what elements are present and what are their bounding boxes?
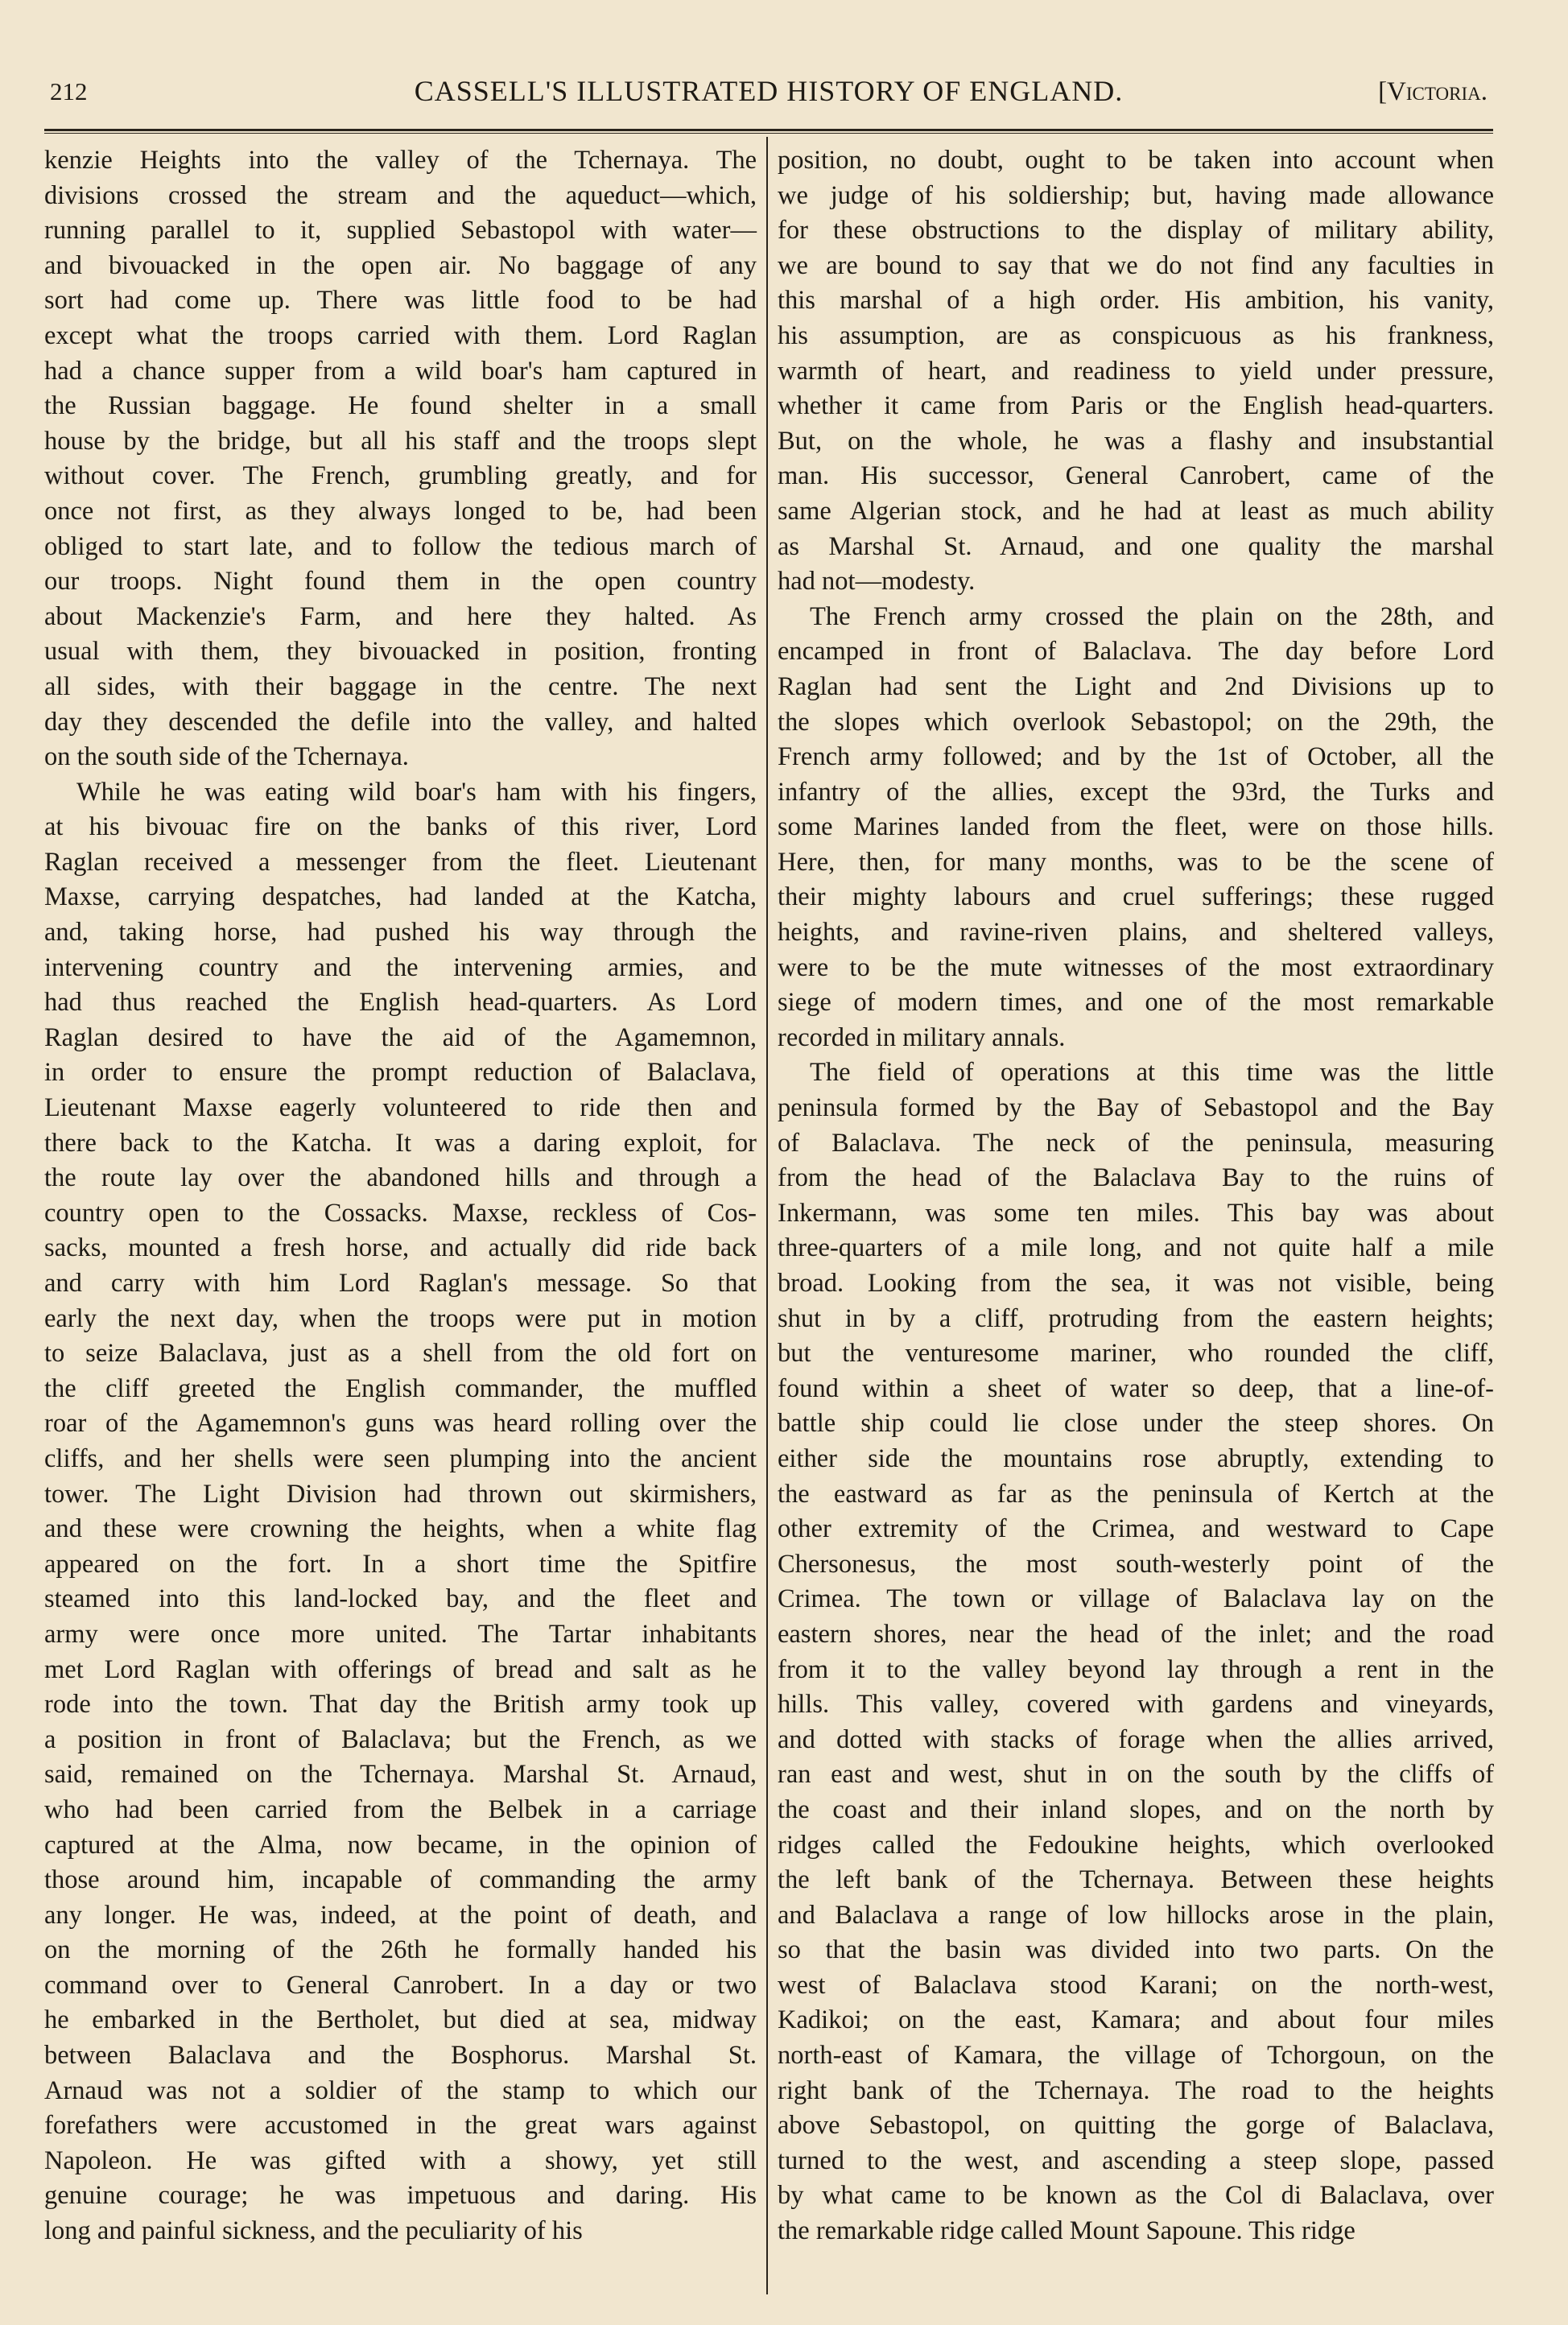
text-line: obliged to start late, and to follow the tedious march of	[44, 531, 757, 561]
text-line: had thus reached the English head-quarters. As Lord	[44, 988, 757, 1018]
paragraph	[778, 600, 1494, 1056]
text-line: But, on the whole, he was a flashy and insubstantial	[778, 426, 1494, 456]
text-line: shut in by a cliff, protruding from the eastern heights;	[778, 1303, 1494, 1333]
text-line: divisions crossed the stream and the aqueduct—which,	[44, 180, 757, 210]
text-line: but the venturesome mariner, who rounded the cliff,	[778, 1339, 1494, 1369]
text-line: for these obstructions to the display of military ability,	[778, 216, 1494, 246]
text-line: sacks, mounted a fresh horse, and actually did ride back	[44, 1233, 757, 1263]
text-line: Napoleon. He was gifted with a showy, yet still	[44, 2145, 757, 2175]
text-line: except what the troops carried with them. Lord Raglan	[44, 320, 757, 350]
text-line: Maxse, carrying despatches, had landed at the Katcha,	[44, 882, 757, 912]
text-line: same Algerian stock, and he had at least as much ability	[778, 496, 1494, 526]
text-line: from the head of the Balaclava Bay to the ruins of	[778, 1163, 1494, 1193]
text-line: on the south side of the Tchernaya.	[44, 742, 409, 772]
text-line: steamed into this land-locked bay, and the fleet and	[44, 1584, 757, 1614]
text-line: either side the mountains rose abruptly, extending to	[778, 1443, 1494, 1473]
right-column	[778, 143, 1494, 2249]
text-line: found within a sheet of water so deep, that a line-of-	[778, 1373, 1494, 1403]
text-line: three-quarters of a mile long, and not quite half a mile	[778, 1233, 1494, 1263]
text-line: Raglan had sent the Light and 2nd Divisions up to	[778, 671, 1494, 701]
text-line: command over to General Canrobert. In a day or two	[44, 1970, 757, 2000]
text-line: intervening country and the intervening armies, and	[44, 952, 757, 982]
text-line: whether it came from Paris or the English head-quarters.	[778, 391, 1494, 421]
text-line: appeared on the fort. In a short time the Spitfire	[44, 1549, 757, 1579]
text-line: Arnaud was not a soldier of the stamp to which our	[44, 2075, 757, 2105]
text-line: the remarkable ridge called Mount Sapoune. This ridge	[778, 2216, 1355, 2246]
paragraph	[44, 775, 757, 2249]
text-line: at his bivouac fire on the banks of this river, Lord	[44, 812, 757, 842]
text-line: usual with them, they bivouacked in position, fronting	[44, 637, 757, 667]
text-line: who had been carried from the Belbek in a carriage	[44, 1794, 757, 1824]
text-line: this marshal of a high order. His ambition, his vanity,	[778, 286, 1494, 316]
text-line: Here, then, for many months, was to be the scene of	[778, 847, 1494, 877]
text-line: and these were crowning the heights, when a white flag	[44, 1514, 757, 1544]
text-line: the left bank of the Tchernaya. Between these heights	[778, 1865, 1494, 1895]
text-line: about Mackenzie's Farm, and here they halted. As	[44, 601, 757, 631]
text-line: The French army crossed the plain on the 28th, and	[810, 601, 1494, 631]
text-line: Raglan received a messenger from the fleet. Lieutenant	[44, 847, 757, 877]
text-line: cliffs, and her shells were seen plumping into the ancient	[44, 1443, 757, 1473]
text-line: we are bound to say that we do not find any faculties in	[778, 250, 1494, 280]
text-line: had a chance supper from a wild boar's ham captured in	[44, 356, 757, 386]
text-line: recorded in military annals.	[778, 1022, 1066, 1052]
text-line: tower. The Light Division had thrown out skirmishers,	[44, 1479, 757, 1509]
text-line: long and painful sickness, and the peculiarity of his	[44, 2216, 583, 2246]
text-line: ran east and west, shut in on the south by the cliffs of	[778, 1760, 1494, 1790]
text-line: those around him, incapable of commanding the army	[44, 1865, 757, 1895]
text-line: the cliff greeted the English commander, the muffled	[44, 1373, 757, 1403]
text-line: Inkermann, was some ten miles. This bay was about	[778, 1198, 1494, 1228]
text-line: Raglan desired to have the aid of the Agamemnon,	[44, 1022, 757, 1052]
text-line: their mighty labours and cruel sufferings; these rugged	[778, 882, 1494, 912]
text-line: some Marines landed from the fleet, were on those hills.	[778, 812, 1494, 842]
text-line: While he was eating wild boar's ham with his fingers,	[76, 777, 757, 807]
text-line: country open to the Cossacks. Maxse, reckless of Cos-	[44, 1198, 757, 1228]
text-line: Kadikoi; on the east, Kamara; and about four miles	[778, 2005, 1494, 2035]
text-line: heights, and ravine-riven plains, and sheltered valleys,	[778, 918, 1494, 948]
text-line: of Balaclava. The neck of the peninsula, measuring	[778, 1128, 1494, 1158]
text-line: north-east of Kamara, the village of Tchorgoun, on the	[778, 2041, 1494, 2071]
text-line: we judge of his soldiership; but, having made allowance	[778, 180, 1494, 210]
text-line: rode into the town. That day the British army took up	[44, 1690, 757, 1720]
text-line: any longer. He was, indeed, at the point of death, and	[44, 1900, 757, 1930]
paragraph	[778, 143, 1494, 600]
text-line: eastern shores, near the head of the inlet; and the road	[778, 1619, 1494, 1649]
text-line: he embarked in the Bertholet, but died at sea, midway	[44, 2005, 757, 2035]
column-divider	[766, 137, 768, 2294]
text-line: house by the bridge, but all his staff and the troops slept	[44, 426, 757, 456]
text-line: warmth of heart, and readiness to yield under pressure,	[778, 356, 1494, 386]
text-line: met Lord Raglan with offerings of bread and salt as he	[44, 1654, 757, 1684]
text-line: position, no doubt, ought to be taken into account when	[778, 146, 1494, 175]
left-column	[44, 143, 757, 2249]
text-line: forefathers were accustomed in the great wars against	[44, 2111, 757, 2141]
text-line: siege of modern times, and one of the most remarkable	[778, 988, 1494, 1018]
text-line: roar of the Agamemnon's guns was heard rolling over the	[44, 1409, 757, 1439]
text-line: captured at the Alma, now became, in the opinion of	[44, 1830, 757, 1860]
text-line: between Balaclava and the Bosphorus. Marshal St.	[44, 2041, 757, 2071]
text-line: other extremity of the Crimea, and westward to Cape	[778, 1514, 1494, 1544]
reign-label: [Victoria.	[1378, 77, 1488, 106]
text-line: in order to ensure the prompt reduction of Balaclava,	[44, 1058, 757, 1088]
text-line: our troops. Night found them in the open country	[44, 567, 757, 597]
text-line: and carry with him Lord Raglan's message. So that	[44, 1269, 757, 1298]
text-line: and, taking horse, had pushed his way through the	[44, 918, 757, 948]
text-line: by what came to be known as the Col di Balaclava, over	[778, 2181, 1494, 2211]
text-line: The field of operations at this time was the little	[810, 1058, 1494, 1088]
text-line: the Russian baggage. He found shelter in a small	[44, 391, 757, 421]
text-line: early the next day, when the troops were put in motion	[44, 1303, 757, 1333]
text-line: Chersonesus, the most south-westerly point of the	[778, 1549, 1494, 1579]
text-line: encamped in front of Balaclava. The day before Lord	[778, 637, 1494, 667]
text-line: west of Balaclava stood Karani; on the north-west,	[778, 1970, 1494, 2000]
text-line: above Sebastopol, on quitting the gorge of Balaclava,	[778, 2111, 1494, 2141]
text-line: kenzie Heights into the valley of the Tchernaya. The	[44, 146, 757, 175]
text-line: hills. This valley, covered with gardens and vineyards,	[778, 1690, 1494, 1720]
text-line: and Balaclava a range of low hillocks arose in the plain,	[778, 1900, 1494, 1930]
text-line: said, remained on the Tchernaya. Marshal St. Arnaud,	[44, 1760, 757, 1790]
text-line: so that the basin was divided into two parts. On the	[778, 1935, 1494, 1965]
text-line: peninsula formed by the Bay of Sebastopol and the Bay	[778, 1093, 1494, 1123]
page-number: 212	[50, 77, 88, 105]
header-rule	[44, 129, 1493, 131]
text-line: army were once more united. The Tartar inhabitants	[44, 1619, 757, 1649]
text-line: without cover. The French, grumbling greatly, and for	[44, 461, 757, 491]
text-line: there back to the Katcha. It was a daring exploit, for	[44, 1128, 757, 1158]
text-line: French army followed; and by the 1st of October, all the	[778, 742, 1494, 772]
running-header	[50, 74, 1488, 116]
text-line: infantry of the allies, except the 93rd, the Turks and	[778, 777, 1494, 807]
header-rule-thin	[44, 133, 1493, 134]
text-line: right bank of the Tchernaya. The road to the heights	[778, 2075, 1494, 2105]
text-line: turned to the west, and ascending a steep slope, passed	[778, 2145, 1494, 2175]
text-line: had not—modesty.	[778, 567, 976, 597]
text-line: were to be the mute witnesses of the most extraordinary	[778, 952, 1494, 982]
text-line: man. His successor, General Canrobert, came of the	[778, 461, 1494, 491]
text-line: sort had come up. There was little food to be had	[44, 286, 757, 316]
text-line: the slopes which overlook Sebastopol; on the 29th, the	[778, 707, 1494, 737]
text-line: a position in front of Balaclava; but the French, as we	[44, 1724, 757, 1754]
paragraph	[44, 143, 757, 775]
text-line: battle ship could lie close under the steep shores. On	[778, 1409, 1494, 1439]
text-line: all sides, with their baggage in the centre. The next	[44, 671, 757, 701]
text-line: on the morning of the 26th he formally handed his	[44, 1935, 757, 1965]
text-line: his assumption, are as conspicuous as his frankness,	[778, 320, 1494, 350]
text-line: the route lay over the abandoned hills and through a	[44, 1163, 757, 1193]
text-line: Crimea. The town or village of Balaclava lay on the	[778, 1584, 1494, 1614]
text-line: genuine courage; he was impetuous and daring. His	[44, 2181, 757, 2211]
text-line: and dotted with stacks of forage when the allies arrived,	[778, 1724, 1494, 1754]
text-line: from it to the valley beyond lay through a rent in the	[778, 1654, 1494, 1684]
text-line: broad. Looking from the sea, it was not visible, being	[778, 1269, 1494, 1298]
text-line: running parallel to it, supplied Sebastopol with water—	[44, 216, 757, 246]
paragraph	[778, 1055, 1494, 2249]
text-line: ridges called the Fedoukine heights, which overlooked	[778, 1830, 1494, 1860]
text-line: Lieutenant Maxse eagerly volunteered to ride then and	[44, 1093, 757, 1123]
text-line: and bivouacked in the open air. No baggage of any	[44, 250, 757, 280]
text-line: to seize Balaclava, just as a shell from the old fort on	[44, 1339, 757, 1369]
running-title: CASSELL'S ILLUSTRATED HISTORY OF ENGLAND.	[414, 75, 1124, 107]
text-line: day they descended the defile into the valley, and halted	[44, 707, 757, 737]
text-line: as Marshal St. Arnaud, and one quality the marshal	[778, 531, 1494, 561]
text-line: once not first, as they always longed to be, had been	[44, 496, 757, 526]
text-line: the coast and their inland slopes, and on the north by	[778, 1794, 1494, 1824]
text-line: the eastward as far as the peninsula of Kertch at the	[778, 1479, 1494, 1509]
